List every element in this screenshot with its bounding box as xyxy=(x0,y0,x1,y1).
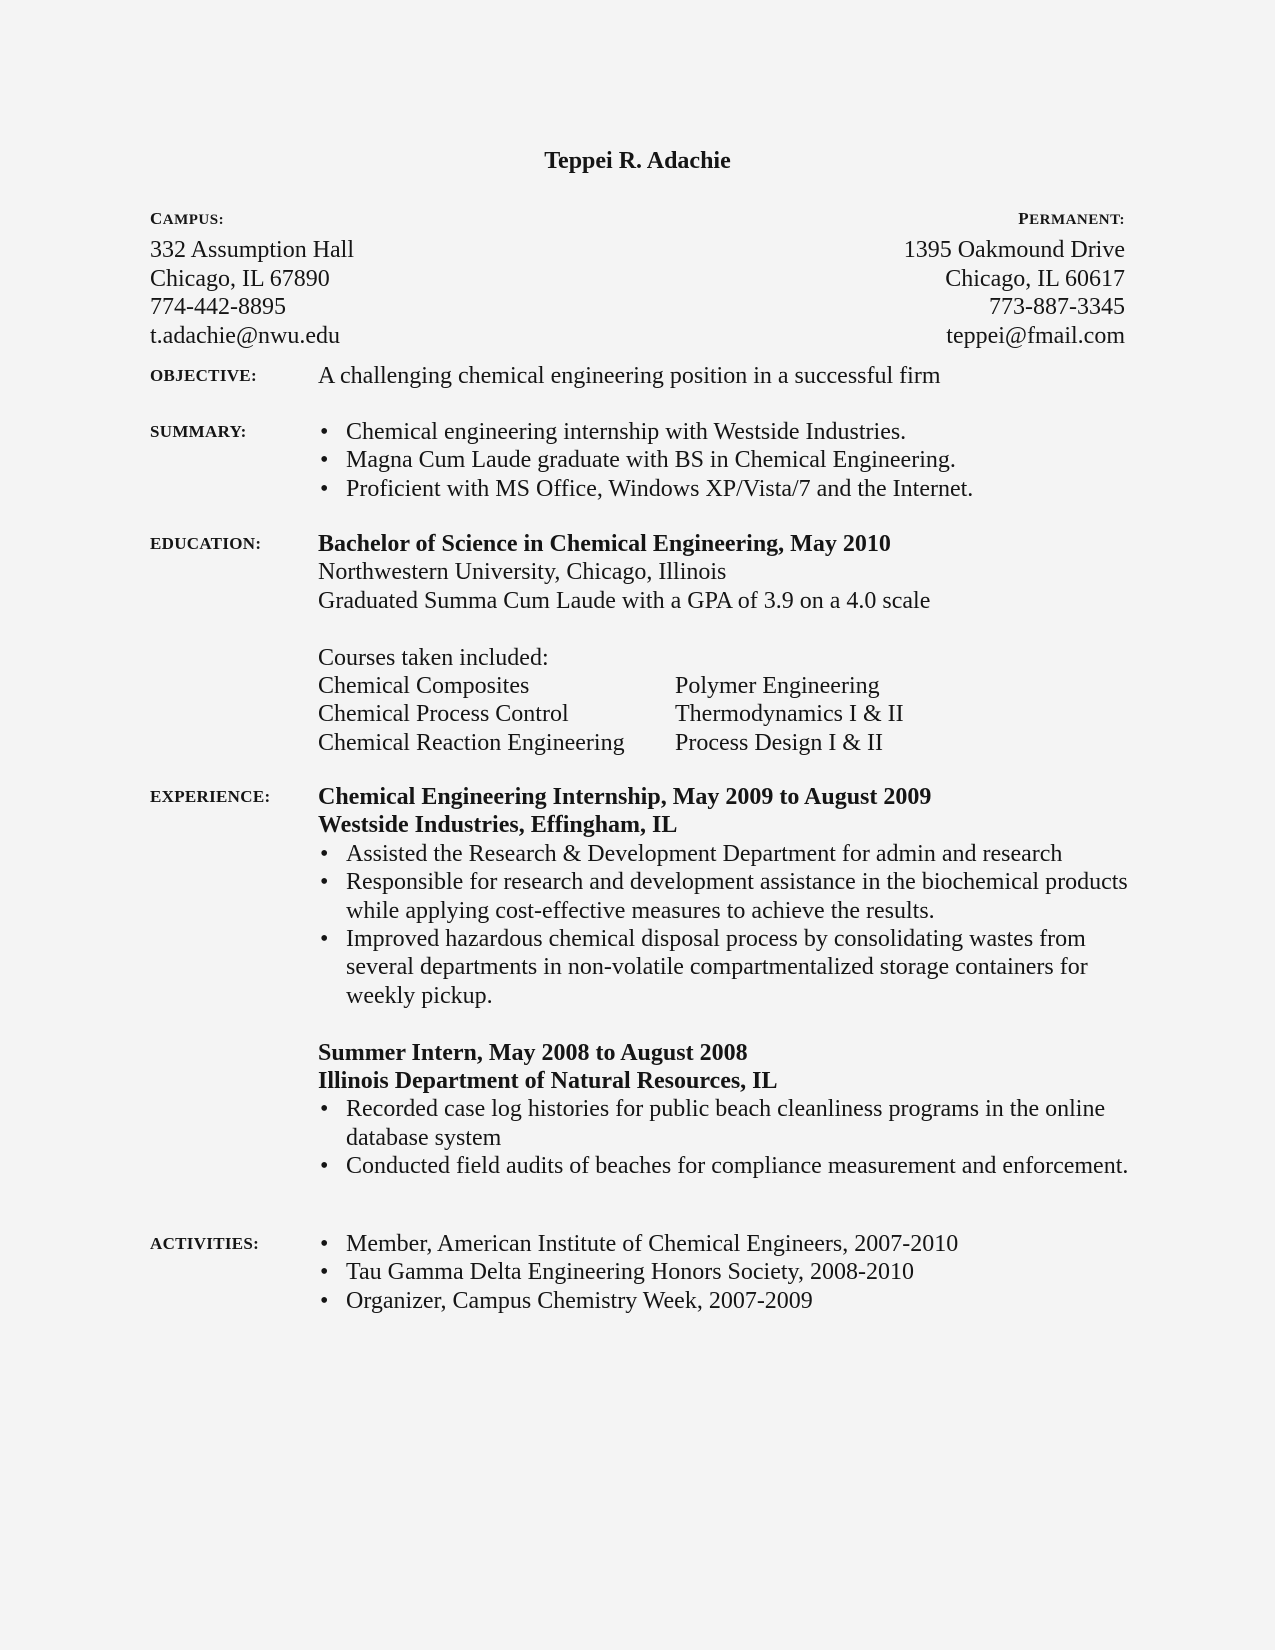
list-item: • Organizer, Campus Chemistry Week, 2007-2009 xyxy=(318,1287,1135,1315)
course-item: Process Design I & II xyxy=(675,729,883,756)
summary-section xyxy=(150,418,1135,503)
objective-section xyxy=(150,362,1135,390)
job-bullets xyxy=(318,1095,1135,1180)
education-label: EDUCATION: xyxy=(150,534,262,553)
job-bullets xyxy=(318,840,1135,1010)
permanent-phone: 773-887-3345 xyxy=(989,294,1125,321)
experience-section xyxy=(150,783,1135,1181)
activities-label: ACTIVITIES: xyxy=(150,1234,260,1253)
activities-list xyxy=(318,1230,1135,1315)
honors-text: Graduated Summa Cum Laude with a GPA of 3.9 on a 4.0 scale xyxy=(318,587,931,614)
summary-list xyxy=(318,418,1135,503)
degree-title: Bachelor of Science in Chemical Engineering, May 2010 xyxy=(318,531,891,557)
campus-phone: 774-442-8895 xyxy=(150,294,286,321)
courses-intro: Courses taken included: xyxy=(318,644,549,671)
job-org: Illinois Department of Natural Resources, IL xyxy=(318,1068,778,1095)
course-item: Polymer Engineering xyxy=(675,673,880,700)
school-name: Northwestern University, Chicago, Illinois xyxy=(318,559,727,586)
courses-table xyxy=(318,672,1135,757)
activities-section xyxy=(150,1230,1135,1315)
course-item: Chemical Composites xyxy=(318,673,530,700)
job-entry xyxy=(318,783,1135,1010)
permanent-email: teppei@fmail.com xyxy=(946,322,1125,349)
experience-label: EXPERIENCE: xyxy=(150,787,271,806)
objective-text: A challenging chemical engineering position in a successful firm xyxy=(318,363,941,389)
course-item: Chemical Process Control xyxy=(318,701,569,728)
list-item: • Magna Cum Laude graduate with BS in Chemical Engineering. xyxy=(318,446,1135,474)
job-entry xyxy=(318,1039,1135,1181)
job-title: Summer Intern, May 2008 to August 2008 xyxy=(318,1039,748,1066)
campus-label: CAMPUS: xyxy=(150,209,225,228)
list-item: • Improved hazardous chemical disposal process by consolidating wastes from several departments in non-volatile compartmentalized storage containers for weekly pickup. xyxy=(318,925,1135,1010)
list-item: • Conducted field audits of beaches for compliance measurement and enforcement. xyxy=(318,1152,1135,1180)
objective-label: OBJECTIVE: xyxy=(150,366,257,385)
campus-address xyxy=(150,205,354,350)
campus-street: 332 Assumption Hall xyxy=(150,237,355,264)
education-section xyxy=(150,530,1135,757)
permanent-city: Chicago, IL 60617 xyxy=(945,265,1125,292)
permanent-street: 1395 Oakmound Drive xyxy=(903,237,1125,264)
permanent-address xyxy=(904,205,1125,350)
list-item: • Proficient with MS Office, Windows XP/Vista/7 and the Internet. xyxy=(318,475,1135,503)
campus-email: t.adachie@nwu.edu xyxy=(150,322,341,349)
list-item: • Member, American Institute of Chemical Engineers, 2007-2010 xyxy=(318,1230,1135,1258)
course-item: Chemical Reaction Engineering xyxy=(318,729,625,756)
list-item: • Responsible for research and development assistance in the biochemical products while applying cost-effective measures to achieve the results. xyxy=(318,868,1135,925)
job-org: Westside Industries, Effingham, IL xyxy=(318,812,678,839)
list-item: • Assisted the Research & Development Department for admin and research xyxy=(318,840,1135,868)
job-title: Chemical Engineering Internship, May 2009 to August 2009 xyxy=(318,784,932,810)
summary-label: SUMMARY: xyxy=(150,422,247,441)
applicant-name: Teppei R. Adachie xyxy=(544,148,731,174)
list-item: • Chemical engineering internship with Westside Industries. xyxy=(318,418,1135,446)
permanent-label: PERMANENT: xyxy=(1018,209,1125,228)
list-item: • Tau Gamma Delta Engineering Honors Society, 2008-2010 xyxy=(318,1258,1135,1286)
list-item: • Recorded case log histories for public beach cleanliness programs in the online database system xyxy=(318,1095,1135,1152)
course-item: Thermodynamics I & II xyxy=(675,701,904,728)
campus-city: Chicago, IL 67890 xyxy=(150,265,330,292)
